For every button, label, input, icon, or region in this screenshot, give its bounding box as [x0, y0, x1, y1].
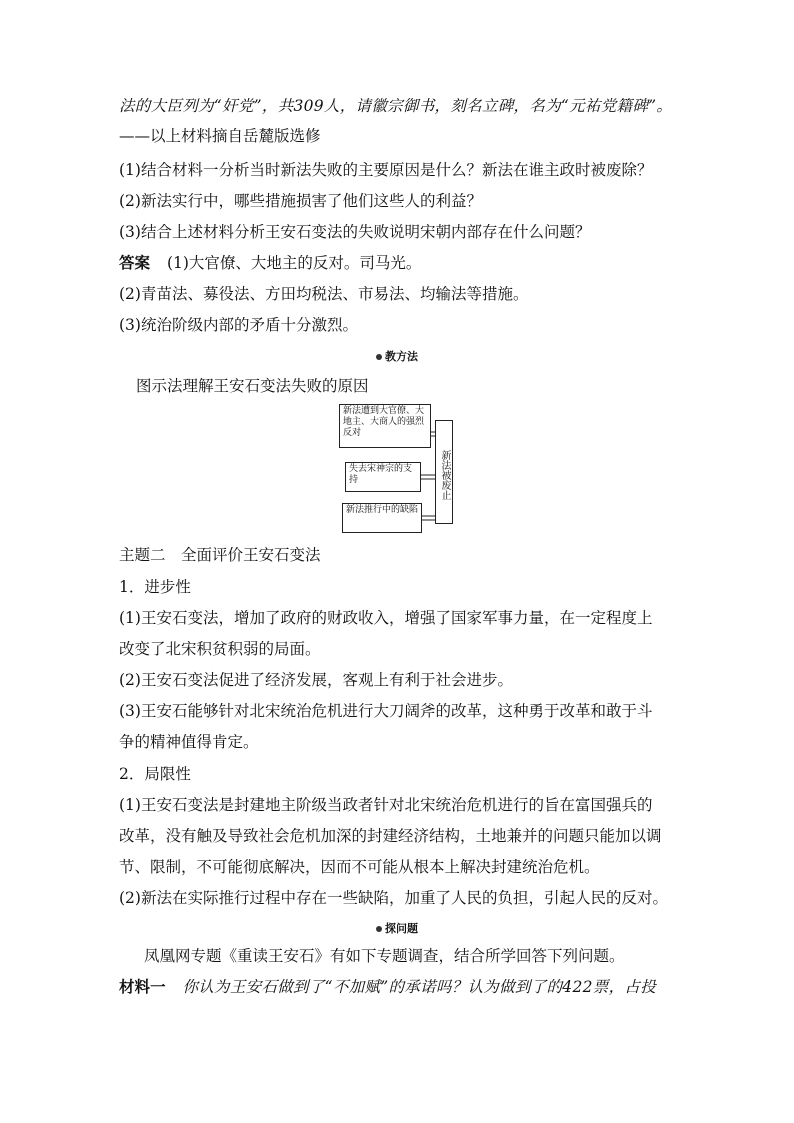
explore-heading — [0, 920, 794, 936]
teach-method-intro: 图示法理解王安石变法失败的原因 — [136, 377, 369, 395]
progress-3b: 争的精神值得肯定。 — [119, 733, 259, 751]
bullet-dot-icon — [376, 354, 382, 360]
progress-1b: 改变了北宋积贫积弱的局面。 — [119, 640, 321, 658]
material-source: ——以上材料摘自岳麓版选修 — [119, 127, 321, 145]
diagram-result-box: 新法被废止 — [435, 420, 453, 524]
limit-1c: 节、限制，不可能彻底解决，因而不可能从根本上解决封建统治危机。 — [119, 858, 600, 876]
diagram-box-emperor: 失去宋神宗的支持 — [345, 462, 421, 492]
material-one-line — [119, 977, 679, 997]
limit-2: (2)新法在实际推行过程中存在一些缺陷，加重了人民的负担，引起人民的反对。 — [119, 889, 668, 907]
material-one-label: 材料一 — [119, 977, 166, 996]
limit-1b: 改革，没有触及导致社会危机加深的封建经济结构，土地兼并的问题只能加以调 — [119, 827, 662, 845]
progress-1a: (1)王安石变法，增加了政府的财政收入，增强了国家军事力量，在一定程度上 — [119, 609, 653, 627]
topic2-title: 主题二 全面评价王安石变法 — [119, 546, 321, 564]
explore-label: 探问题 — [385, 922, 418, 935]
progress-title: 1．进步性 — [119, 578, 191, 596]
question-2: (2)新法实行中，哪些措施损害了他们这些人的利益？ — [119, 192, 482, 210]
teach-method-heading — [0, 348, 794, 364]
material-tail-line: 法的大臣列为“奸党”，共309人，请徽宗御书，刻名立碑，名为“元祐党籍碑”。 — [119, 97, 673, 115]
answer-text-1: (1)大官僚、大地主的反对。司马光。 — [166, 254, 422, 272]
question-1: (1)结合材料一分析当时新法失败的主要原因是什么？新法在谁主政时被废除？ — [119, 161, 653, 179]
answer-line-2: (2)青苗法、募役法、方田均税法、市易法、均输法等措施。 — [119, 285, 529, 303]
material-one-text: 你认为王安石做到了“不加赋”的承诺吗？认为做到了的422票，占投 — [182, 978, 656, 996]
progress-3a: (3)王安石能够针对北宋统治危机进行大刀阔斧的改革，这种勇于改革和敢于斗 — [119, 702, 653, 720]
question-3: (3)结合上述材料分析王安石变法的失败说明宋朝内部存在什么问题？ — [119, 223, 591, 241]
diagram-box-opposition: 新法遭到大官僚、大地主、大商人的强烈反对 — [339, 404, 431, 448]
explore-intro: 凤凰网专题《重读王安石》有如下专题调查，结合所学回答下列问题。 — [144, 947, 625, 965]
limit-title: 2．局限性 — [119, 765, 191, 783]
answer-label: 答案 — [119, 253, 151, 272]
answer-line-1 — [119, 253, 679, 273]
answer-line-3: (3)统治阶级内部的矛盾十分激烈。 — [119, 316, 358, 334]
bullet-dot-icon — [376, 926, 382, 932]
diagram-box-defects: 新法推行中的缺陷 — [342, 503, 422, 533]
progress-2: (2)王安石变法促进了经济发展，客观上有利于社会进步。 — [119, 671, 513, 689]
failure-diagram — [339, 404, 459, 534]
limit-1a: (1)王安石变法是封建地主阶级当政者针对北宋统治危机进行的旨在富国强兵的 — [119, 796, 653, 814]
teach-method-label: 教方法 — [385, 350, 418, 363]
